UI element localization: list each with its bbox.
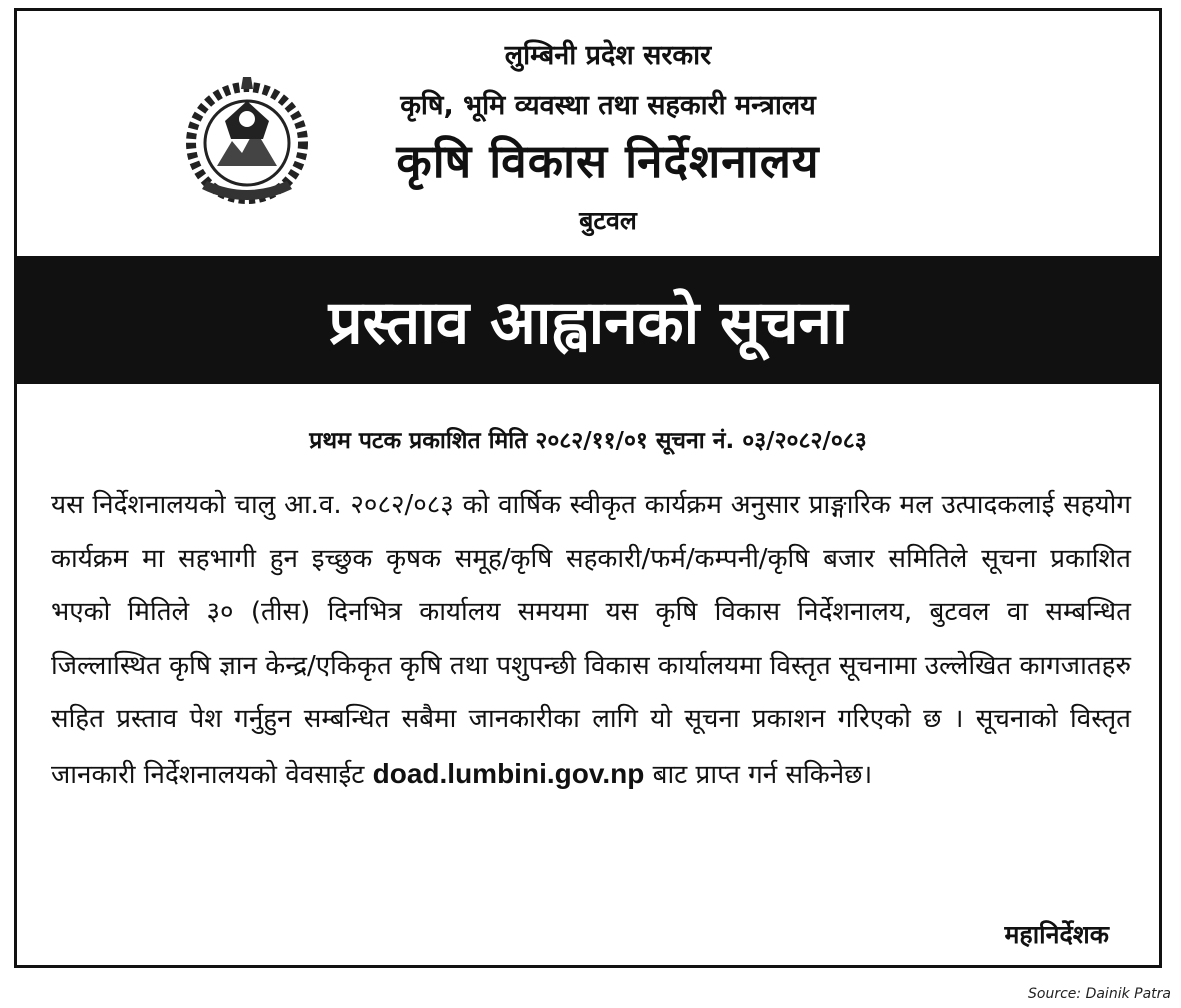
signatory: महानिर्देशक [1004,920,1109,949]
notice-frame [14,8,1162,968]
website-link[interactable]: doad.lumbini.gov.np [372,757,645,789]
notice-title: प्रस्ताव आह्वानको सूचना [328,288,848,358]
title-band [17,256,1159,384]
location-heading: बुटवल [579,206,637,235]
directorate-heading: कृषि विकास निर्देशनालय [396,134,820,188]
body-tail: बाट प्राप्त गर्न सकिनेछ। [644,759,873,790]
source-caption: Source: Dainik Patra [1028,986,1171,1002]
province-government-heading: लुम्बिनी प्रदेश सरकार [504,40,712,71]
body-text: यस निर्देशनालयको चालु आ.व. २०८२/०८३ को वार्षिक स्वीकृत कार्यक्रम अनुसार प्राङ्गारिक मल उत्पादकलाई सहयोग कार्यक्रम मा सहभागी हुन इच्छुक कृषक समूह/कृषि सहकारी/फर्म/कम्पनी/कृषि बजार समितिले सूचना प्रकाशित भएको मितिले ३० (तीस) दिनभित्र कार्यालय समयमा यस कृषि विकास निर्देशनालय, बुटवल वा सम्बन्धित जिल्लास्थित कृषि ज्ञान केन्द्र/एकिकृत कृषि तथा पशुपन्छी विकास कार्यालयमा विस्तृत सूचनामा उल्लेखित कागजातहरु सहित प्रस्ताव पेश गर्नुहुन सम्बन्धित सबैमा जानकारीका लागि यो सूचना प्रकाशन गरिएको छ । सूचनाको विस्तृत जानकारी निर्देशनालयको वेवसाईट [51,490,1131,790]
ministry-heading: कृषि, भूमि व्यवस्था तथा सहकारी मन्त्रालय [400,90,816,121]
notice-body [51,479,1131,802]
publication-info: प्रथम पटक प्रकाशित मिति २०८२/११/०१ सूचना नं. ०३/२०८२/०८३ [309,428,867,454]
